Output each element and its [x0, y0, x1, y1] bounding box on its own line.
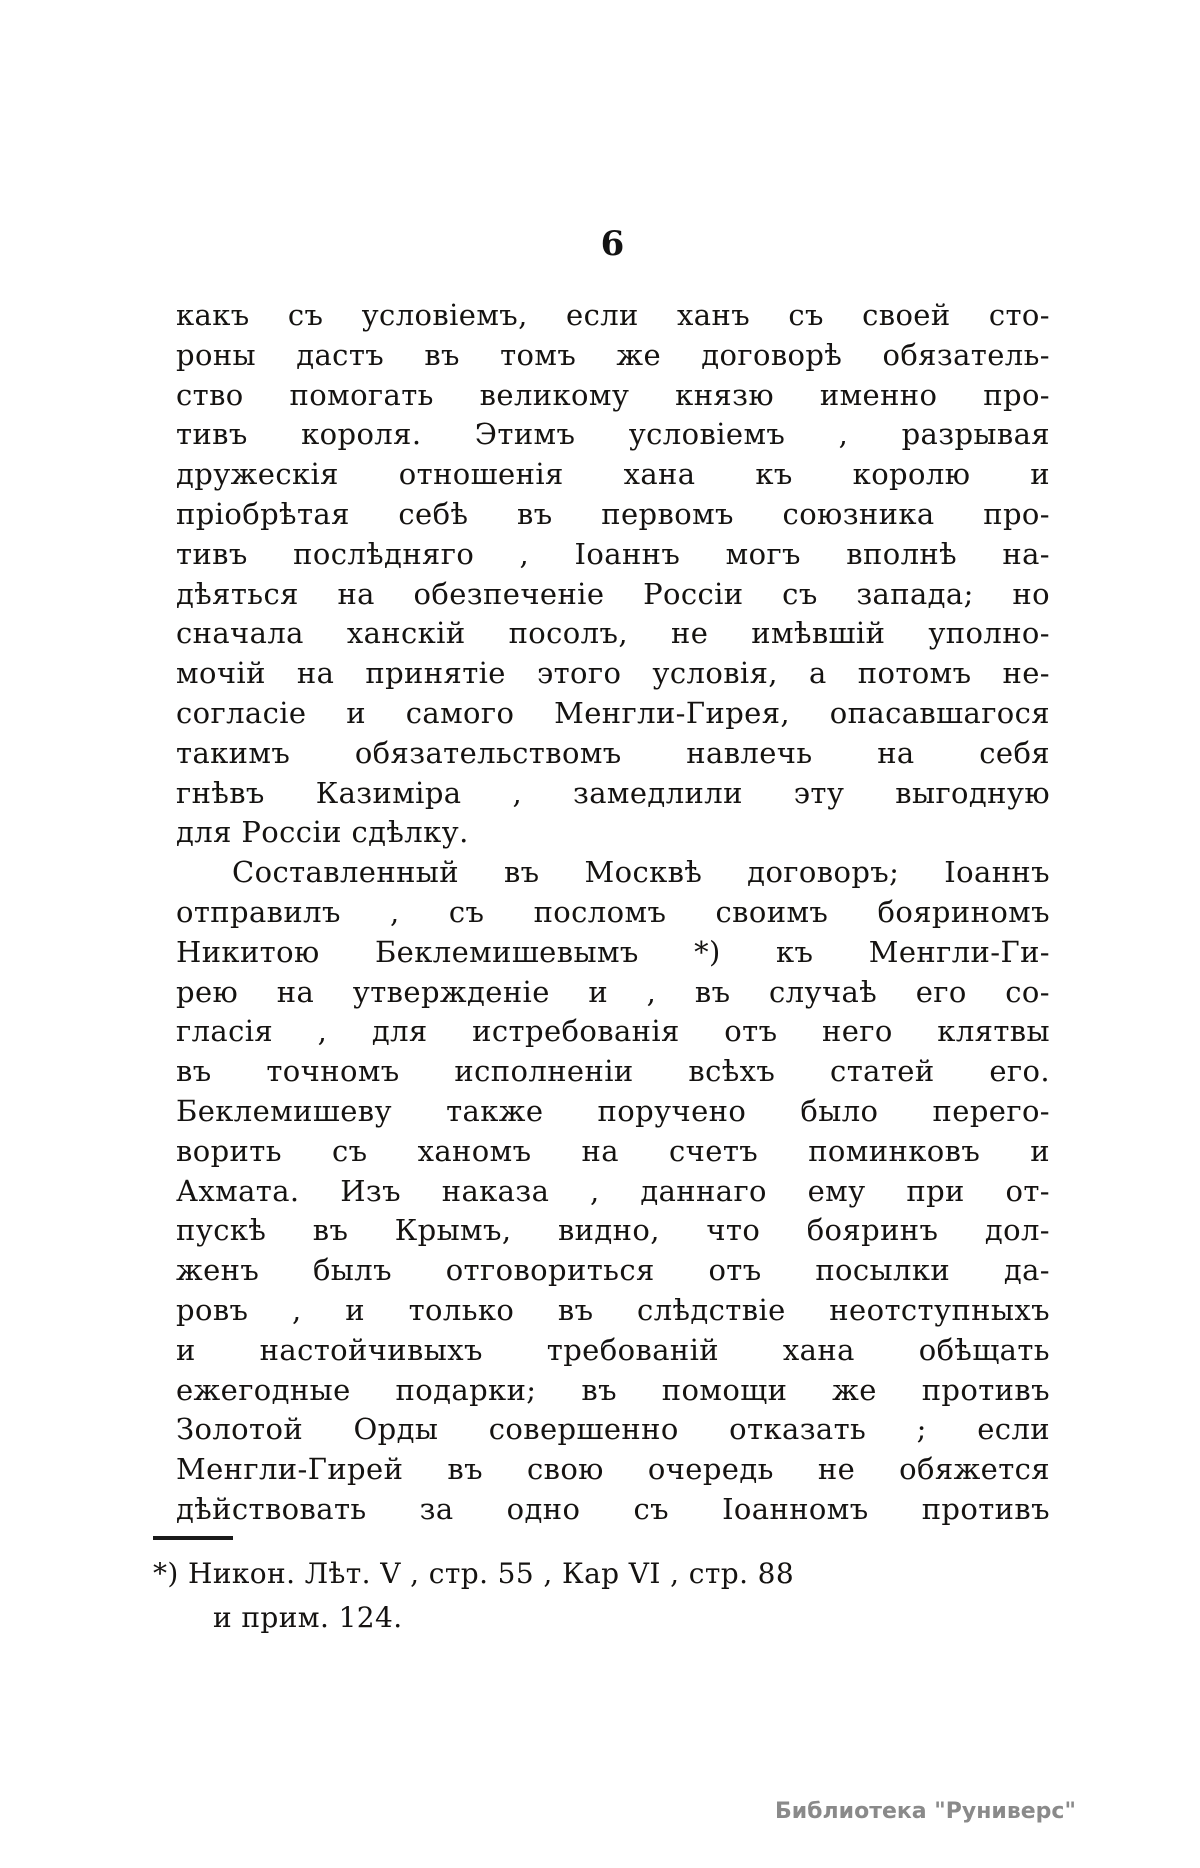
text-line: пускѣ въ Крымъ, видно, что бояринъ дол- [176, 1213, 1050, 1248]
library-watermark: Библиотека "Руниверс" [775, 1799, 1076, 1824]
text-line-paragraph-end: для Россіи сдѣлку. [176, 815, 469, 850]
text-line: Ахмата. Изъ наказа , даннаго ему при от- [176, 1173, 1050, 1208]
text-line: въ точномъ исполненіи всѣхъ статей его. [176, 1054, 1050, 1089]
text-line: дружескія отношенія хана къ королю и [176, 457, 1050, 492]
footnote-rule [153, 1536, 233, 1540]
text-line: ровъ , и только въ слѣдствіе неотступныхъ [176, 1292, 1050, 1327]
body-text [176, 296, 1050, 1530]
text-line: гласія , для истребованія отъ него клятвы [176, 1014, 1050, 1049]
text-line: сначала ханскій посолъ, не имѣвшій уполно- [176, 616, 1050, 651]
footnote-reference-continued: и прим. 124. [213, 1601, 403, 1634]
text-line: Беклемишеву также поручено было перего- [176, 1093, 1050, 1128]
footnote [153, 1536, 953, 1640]
text-line: рею на утвержденіе и , въ случаѣ его со- [176, 974, 1050, 1009]
text-line: какъ съ условіемъ, если ханъ съ своей сто- [176, 298, 1050, 332]
text-line: Золотой Орды совершенно отказать ; если [176, 1412, 1050, 1447]
text-line: пріобрѣтая себѣ въ первомъ союзника про- [176, 496, 1050, 531]
footnote-reference: *) Никон. Лѣт. V , стр. 55 , Кар VI , стр. 88 [153, 1557, 795, 1590]
text-line: такимъ обязательствомъ навлечь на себя [176, 735, 1050, 770]
text-line: отправилъ , съ посломъ своимъ бояриномъ [176, 894, 1050, 929]
text-line: роны дастъ въ томъ же договорѣ обязатель- [176, 337, 1050, 372]
text-line: согласіе и самого Менгли-Гирея, опасавшагося [176, 695, 1050, 730]
text-line: тивъ послѣдняго , Іоаннъ могъ вполнѣ на- [176, 536, 1050, 571]
text-line-paragraph-start: Составленный въ Москвѣ договоръ; Іоаннъ [232, 855, 1050, 890]
text-line: ворить съ ханомъ на счетъ поминковъ и [176, 1133, 1050, 1168]
text-line: тивъ короля. Этимъ условіемъ , разрывая [176, 417, 1050, 452]
text-line: и настойчивыхъ требованій хана обѣщать [176, 1332, 1050, 1367]
text-line: Менгли-Гирей въ свою очередь не обяжется [176, 1452, 1050, 1487]
text-line: ство помогать великому князю именно про- [176, 377, 1050, 412]
text-line: дѣяться на обезпеченіе Россіи съ запада; но [176, 576, 1050, 611]
text-line: ежегодные подарки; въ помощи же противъ [176, 1372, 1050, 1407]
text-line: Никитою Беклемишевымъ *) къ Менгли-Ги- [176, 934, 1050, 969]
text-line: гнѣвъ Казиміра , замедлили эту выгодную [176, 775, 1050, 810]
text-line: дѣйствовать за одно съ Іоанномъ противъ [176, 1491, 1050, 1526]
page-number: 6 [600, 224, 626, 264]
text-line: мочій на принятіе этого условія, а потомъ не- [176, 656, 1050, 691]
text-line: женъ былъ отговориться отъ посылки да- [176, 1253, 1050, 1288]
